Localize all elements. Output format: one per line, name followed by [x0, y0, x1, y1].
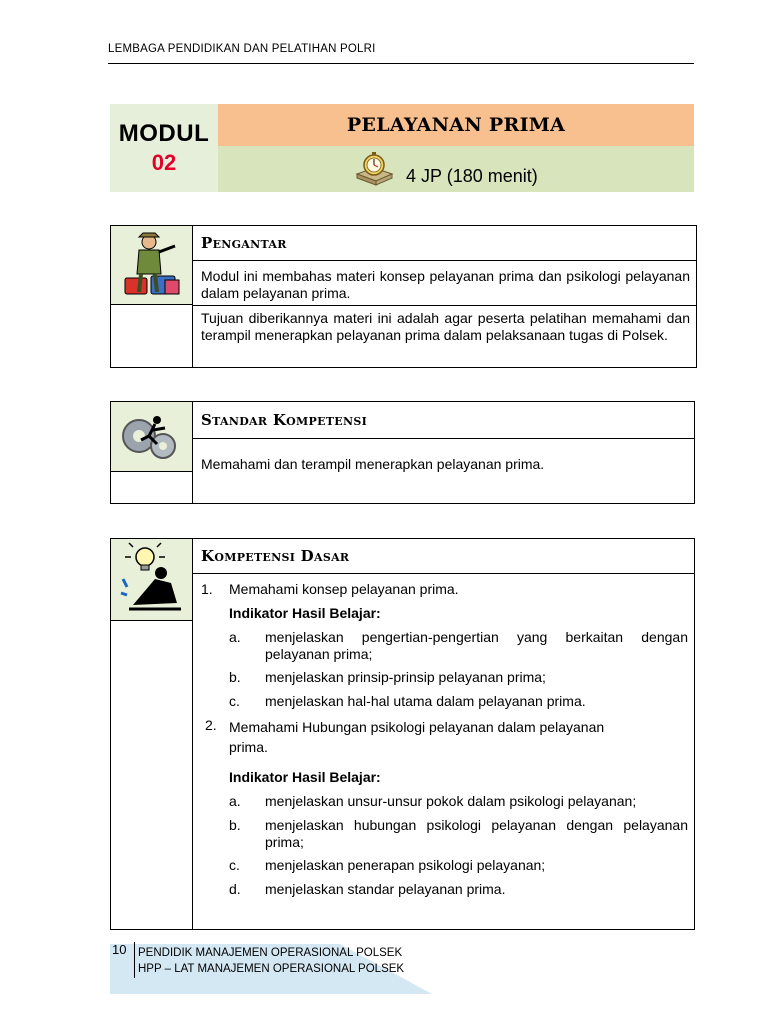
indicator-letter: a.: [229, 793, 241, 809]
indicator-2d: [229, 881, 688, 898]
pengantar-heading: Pengantar: [201, 234, 287, 252]
indicator-text: menjelaskan unsur-unsur pokok dalam psikologi pelayanan;: [265, 793, 637, 809]
kompetensi-image-cell: [111, 539, 193, 621]
header-divider: [108, 63, 694, 64]
clock-book-icon: [354, 150, 396, 186]
module-duration: 4 JP (180 menit): [406, 166, 538, 186]
competency-item-2: [205, 717, 644, 757]
indicator-letter: c.: [229, 857, 240, 873]
competency-item-1: [201, 581, 688, 598]
pengantar-blank-cell: [111, 305, 193, 367]
institution-header: LEMBAGA PENDIDIKAN DAN PELATIHAN POLRI: [108, 43, 376, 55]
indicator-text: menjelaskan pengertian-pengertian yang berkaitan dengan pelayanan prima;: [265, 629, 688, 662]
module-title-box: [218, 104, 694, 146]
indicator-letter: d.: [229, 881, 241, 897]
duration-box: [218, 146, 694, 192]
pengantar-section: [110, 225, 697, 368]
pengantar-paragraph-1: Modul ini membahas materi konsep pelayanan prima dan psikologi pelayanan dalam pelayanan prima.: [201, 268, 690, 301]
indicator-1a: [229, 629, 688, 663]
indicator-letter: b.: [229, 669, 241, 685]
indicator-letter: c.: [229, 693, 240, 709]
standar-heading-cell: [193, 402, 694, 439]
standar-blank-cell: [111, 472, 193, 503]
standar-heading: Standar Kompetensi: [201, 411, 368, 429]
indicator-text: menjelaskan hal-hal utama dalam pelayanan prima.: [265, 693, 586, 709]
indicator-2a: [229, 793, 688, 810]
page-number: 10: [112, 942, 127, 957]
module-title: PELAYANAN PRIMA: [346, 114, 566, 136]
footer-line-2: HPP – LAT MANAJEMEN OPERASIONAL POLSEK: [138, 963, 405, 975]
indicator-letter: b.: [229, 817, 241, 833]
footer-line-1: PENDIDIK MANAJEMEN OPERASIONAL POLSEK: [138, 947, 403, 959]
pengantar-image-cell: [111, 226, 193, 305]
standar-text: Memahami dan terampil menerapkan pelayanan prima.: [201, 456, 545, 472]
indicator-letter: a.: [229, 629, 241, 645]
pengantar-paragraph-divider: [193, 305, 696, 306]
kompetensi-section: [110, 538, 695, 930]
indicator-label-1: Indikator Hasil Belajar:: [229, 605, 381, 621]
indicator-label-2: Indikator Hasil Belajar:: [229, 769, 381, 785]
indicator-text: menjelaskan penerapan psikologi pelayanan;: [265, 857, 546, 873]
competency-text: Memahami Hubungan psikologi pelayanan dalam pelayanan prima.: [229, 719, 605, 755]
module-label: MODUL: [118, 120, 210, 147]
indicator-2c: [229, 857, 688, 874]
pengantar-paragraph-2: Tujuan diberikannya materi ini adalah agar peserta pelatihan memahami dan terampil menerapkan pelayanan prima dalam pelaksanaan tugas di Polsek.: [201, 310, 690, 343]
indicator-text: menjelaskan hubungan psikologi pelayanan dengan pelayanan prima;: [265, 817, 688, 850]
traveler-icon: [111, 226, 193, 305]
module-number: 02: [151, 150, 177, 175]
standar-image-cell: [111, 402, 193, 472]
standar-section: [110, 401, 695, 504]
competency-number: 1.: [201, 581, 213, 597]
indicator-1b: [229, 669, 688, 686]
indicator-text: menjelaskan standar pelayanan prima.: [265, 881, 506, 897]
indicator-2b: [229, 817, 688, 851]
indicator-text: menjelaskan prinsip-prinsip pelayanan prima;: [265, 669, 546, 685]
kompetensi-blank-cell: [111, 621, 193, 929]
lightbulb-idea-icon: [111, 539, 193, 621]
pengantar-heading-cell: [193, 226, 696, 261]
competency-text: Memahami konsep pelayanan prima.: [229, 581, 459, 597]
kompetensi-heading: Kompetensi Dasar: [201, 547, 350, 565]
competency-number: 2.: [205, 717, 217, 733]
footer-divider: [134, 942, 135, 978]
indicator-1c: [229, 693, 688, 710]
module-label-box: [110, 104, 218, 192]
kompetensi-heading-cell: [193, 539, 694, 574]
gears-runner-icon: [111, 402, 193, 472]
